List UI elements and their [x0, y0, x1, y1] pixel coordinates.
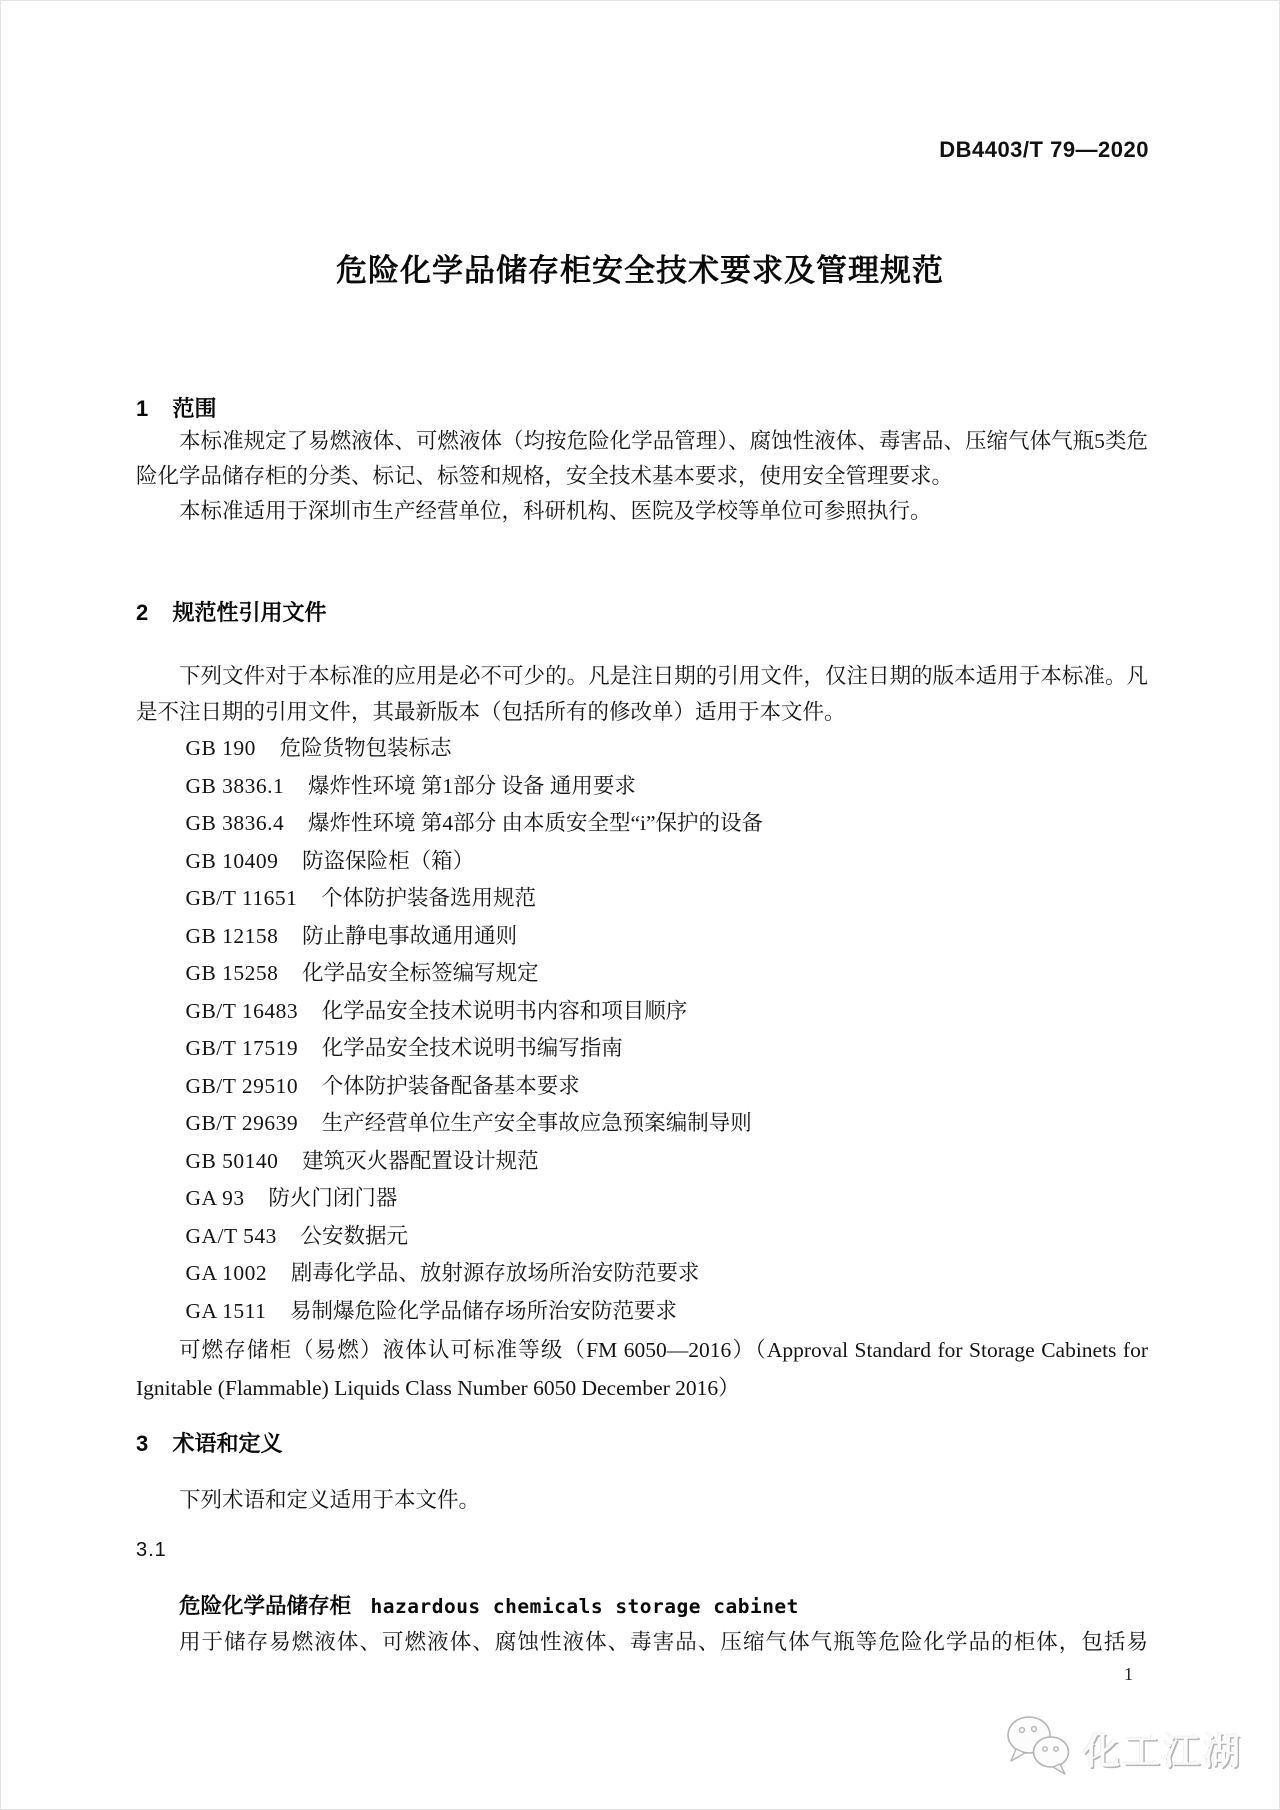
reference-code: GB 15258 — [185, 961, 279, 985]
section-1-number: 1 — [136, 396, 149, 421]
term-english: hazardous chemicals storage cabinet — [370, 1595, 799, 1618]
reference-title: 个体防护装备配备基本要求 — [321, 1073, 580, 1098]
reference-code: GB/T 11651 — [185, 886, 298, 910]
reference-code: GA/T 543 — [185, 1223, 277, 1248]
reference-item — [136, 880, 1148, 918]
section-3-intro-block — [136, 1483, 1148, 1518]
watermark — [1005, 1713, 1243, 1782]
reference-code: GB 3836.4 — [185, 811, 285, 835]
reference-title: 化学品安全技术说明书内容和项目顺序 — [321, 998, 688, 1023]
reference-title: 公安数据元 — [300, 1223, 408, 1248]
reference-item — [136, 1293, 1148, 1331]
reference-code: GA 1002 — [185, 1261, 268, 1285]
fm-reference: 可燃存储柜（易燃）液体认可标准等级（FM 6050—2016）（Approval Standard for Storage Cabinets for Ignitable (Flammable) Liquids Class Number 6050 December 2016） — [136, 1338, 1148, 1400]
reference-title: 个体防护装备选用规范 — [321, 886, 537, 910]
section-1-body — [136, 424, 1148, 529]
reference-item — [136, 993, 1148, 1031]
reference-code: GB 10409 — [185, 848, 279, 873]
reference-code: GB 3836.1 — [185, 773, 285, 798]
section-3-heading — [136, 1427, 282, 1458]
term-definition-text: 用于储存易燃液体、可燃液体、腐蚀性液体、毒害品、压缩气体气瓶等危险化学品的柜体，包括易 — [179, 1630, 1148, 1654]
reference-title: 化学品安全技术说明书编写指南 — [321, 1036, 623, 1060]
section-3-number: 3 — [136, 1431, 149, 1456]
term-definition-heading — [136, 1589, 1148, 1620]
reference-title: 易制爆危险化学品储存场所治安防范要求 — [290, 1298, 678, 1323]
reference-title: 剧毒化学品、放射源存放场所治安防范要求 — [290, 1261, 700, 1285]
reference-code: GB/T 29510 — [185, 1073, 299, 1098]
document-title: 危险化学品储存柜安全技术要求及管理规范 — [336, 253, 944, 288]
reference-item — [136, 1255, 1148, 1293]
reference-title: 危险货物包装标志 — [279, 736, 452, 760]
standard-code: DB4403/T 79—2020 — [939, 137, 1149, 162]
reference-title: 生产经营单位生产安全事故应急预案编制导则 — [321, 1111, 752, 1135]
reference-title: 防止静电事故通用通则 — [302, 923, 518, 948]
normative-references-intro: 下列文件对于本标准的应用是必不可少的。凡是注日期的引用文件，仅注日期的版本适用于本标准。凡是不注日期的引用文件，其最新版本（包括所有的修改单）适用于本文件。 — [136, 664, 1148, 724]
scope-paragraph: 本标准规定了易燃液体、可燃液体（均按危险化学品管理）、腐蚀性液体、毒害品、压缩气体气瓶5类危险化学品储存柜的分类、标记、标签和规格，安全技术基本要求，使用安全管理要求。 — [136, 429, 1148, 488]
page-number: 1 — [1124, 1664, 1133, 1684]
watermark-label: 化工江湖 — [1083, 1730, 1243, 1772]
term-number: 3.1 — [136, 1539, 167, 1561]
section-2-title: 规范性引用文件 — [172, 600, 327, 625]
reference-title: 防火门闭门器 — [268, 1186, 398, 1210]
reference-item — [136, 1180, 1148, 1218]
reference-item — [136, 1105, 1148, 1143]
section-3-title: 术语和定义 — [172, 1431, 283, 1456]
reference-item — [136, 768, 1148, 806]
reference-title: 建筑灭火器配置设计规范 — [302, 1148, 539, 1173]
reference-item — [136, 1068, 1148, 1106]
section-1-heading — [136, 392, 216, 423]
section-2-heading — [136, 596, 326, 627]
reference-code: GB/T 16483 — [185, 998, 299, 1023]
reference-code: GB 50140 — [185, 1148, 279, 1173]
reference-item — [136, 1143, 1148, 1181]
reference-item — [136, 1030, 1148, 1068]
reference-item — [136, 1218, 1148, 1256]
reference-title: 化学品安全标签编写规定 — [302, 961, 539, 985]
wechat-icon — [1005, 1713, 1073, 1782]
section-1-title: 范围 — [172, 396, 217, 421]
reference-item — [136, 730, 1148, 768]
applicability-paragraph: 本标准适用于深圳市生产经营单位，科研机构、医院及学校等单位可参照执行。 — [179, 499, 932, 523]
reference-code: GB/T 17519 — [185, 1036, 299, 1060]
section-2-intro — [136, 658, 1148, 730]
section-2-number: 2 — [136, 600, 149, 625]
reference-code: GA 1511 — [185, 1298, 267, 1323]
reference-code: GB 12158 — [185, 923, 279, 948]
terms-intro: 下列术语和定义适用于本文件。 — [179, 1488, 481, 1512]
reference-code: GB/T 29639 — [185, 1111, 299, 1135]
reference-title: 防盗保险柜（箱） — [302, 848, 475, 873]
reference-item — [136, 918, 1148, 956]
reference-item — [136, 843, 1148, 881]
reference-item — [136, 805, 1148, 843]
reference-code: GA 93 — [185, 1186, 245, 1210]
references-list — [136, 730, 1148, 1330]
reference-title: 爆炸性环境 第4部分 由本质安全型“i”保护的设备 — [307, 811, 764, 835]
reference-code: GB 190 — [185, 736, 256, 760]
term-chinese: 危险化学品储存柜 — [179, 1594, 352, 1618]
reference-item — [136, 955, 1148, 993]
reference-title: 爆炸性环境 第1部分 设备 通用要求 — [307, 773, 636, 798]
